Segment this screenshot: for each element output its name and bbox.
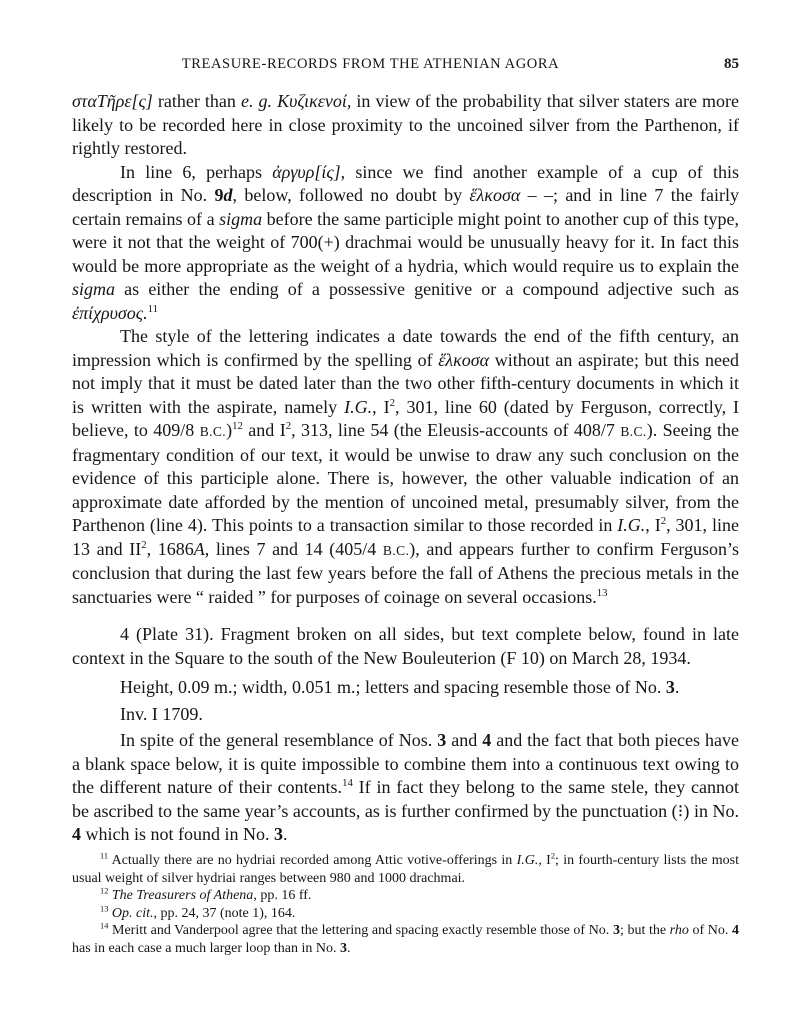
footnote-13: $^{13}$ Op. cit., pp. 24, 37 (note 1), 164. [100, 903, 296, 921]
footnote-11: $^{11}$ Actually there are no hydriai recorded among Attic votive-offerings in I.G., $I^2$; in fourth-century lists the most usual weight of silver hydriai ranges between 980 and 1000 drachmai. [72, 851, 740, 886]
cross-reference: 3 [665, 677, 675, 697]
running-header [72, 56, 739, 78]
greek-word: ἕλκοσα [438, 349, 490, 370]
footnote-12: $^{12}$ The Treasurers of Athena, pp. 16 ff. [100, 886, 312, 903]
footnote-marker[interactable]: 11 [147, 302, 159, 315]
paragraph-item-4: 4 (Plate 31). Fragment broken on all sides, but text complete below, found in late context in the Square to the south of the New Bouleuterion (F 10) on March 28, 1934. [72, 624, 739, 668]
footnote-marker[interactable]: 12 [232, 420, 243, 432]
paragraph-line6: In line 6, perhaps ἀργυρ[ίς], since we find another example of a cup of this description in No. 9d, below, followed no doubt by ἕλκοσα – –; and in line 7 the fairly certain remains of a sigma before the same participle might point to another cup of this type, were it not that the weight of 700(+) drachmai would be unusually heavy for it. In fact this would be more appropriate as the weight of a hydria, which would require us to explain the sigma as either the ending of a possessive genitive or a compound adjective such as ἐπίχρυσος.$^{11}$ [72, 161, 740, 323]
greek-word: ἕλκοσα [469, 185, 521, 205]
footnote-marker[interactable]: 14 [342, 777, 353, 789]
greek-word: ἐπίχρυσος. [72, 302, 148, 323]
footnotes [72, 852, 739, 957]
greek-word: ἀργυρ[ίς] [272, 161, 341, 182]
main-text [72, 90, 739, 847]
greek-word: σταΤῆρε[ς] [72, 91, 153, 111]
greek-word: Κυζικενοί, [272, 91, 352, 111]
paragraph-inventory: Inv. I 1709. [120, 703, 203, 724]
footnote-14: $^{14}$ Meritt and Vanderpool agree that the lettering and spacing exactly resemble those of No. 3; but the rho of No. 4 has in each case a much larger loop than in No. 3. [72, 921, 739, 956]
paragraph-resemblance: In spite of the general resemblance of Nos. 3 and 4 and the fact that both pieces have a blank space below, it is quite impossible to combine them into a continuous text owing to the different nature of their contents.$^{14}$ If in fact they belong to the same stele, they cannot be ascribed to the same year’s accounts, as is further confirmed by the punctuation (⁝) in No. 4 which is not found in No. 3. [72, 730, 739, 844]
cross-reference: 9 [214, 185, 224, 205]
footnote-marker[interactable]: 13 [596, 586, 608, 599]
paragraph-lettering-date: The style of the lettering indicates a date towards the end of the fifth century, an impression which is confirmed by the spelling of ἕλκοσα without an aspirate; but this need not imply that it must be dated later than the two other fifth-century documents in which it is written with the aspirate, namely I.G., $I^2$, 301, line 60 (dated by Ferguson, correctly, I believe, to 409/8 B.C.)$^{12}$ and $I^2$, 313, line 54 (the Eleusis-accounts of 408/7 B.C.). Seeing the fragmentary condition of our text, it would be unwise to draw any such conclusion on the evidence of this participle alone. There is, however, the other valuable indication of an approximate date afforded by the mention of uncoined metal, presumably silver, from the Parthenon (line 4). This points to a transaction similar to those recorded in I.G., $I^2$, 301, line 13 and $II^2$, 1686A, lines 7 and 14 (405/4 B.C.), and appears further to confirm Ferguson’s conclusion that during the last few years before the fall of Athens the precious metals in the sanctuaries were “ raided ” for purposes of coinage on several occasions.$^{13}$ [72, 326, 740, 607]
paragraph-staters: σταΤῆρε[ς] rather than e. g. Κυζικενοί, in view of the probability that silver staters are more likely to be recorded here in close proximity to the uncoined silver from the Parthenon, if rightly restored. [72, 91, 739, 158]
item-number: 4 [120, 624, 129, 644]
running-title: TREASURE-RECORDS FROM THE ATHENIAN AGORA [181, 56, 560, 72]
paragraph-dimensions: Height, 0.09 m.; width, 0.051 m.; letters and spacing resemble those of No. 3. [120, 677, 680, 697]
page-number: 85 [724, 56, 739, 72]
